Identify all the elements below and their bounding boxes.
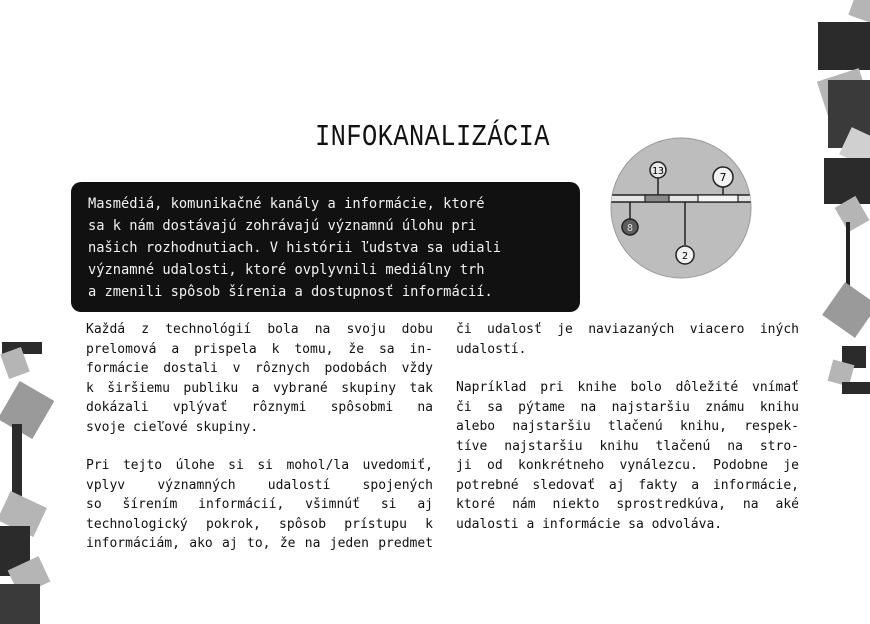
timeline-illustration <box>610 137 752 279</box>
text-line: Napríklad pri knihe bolo dôležité vnímať <box>456 380 799 395</box>
text-line: vplyv významných udalostí spojených <box>86 477 433 493</box>
text-line: k širšiemu publiku a vybrané skupiny tak <box>86 380 433 396</box>
intro-line: Masmédiá, komunikačné kanály a informácie, ktoré <box>88 196 485 212</box>
text-line: technologický pokrok, spôsob prístupu k <box>86 516 433 532</box>
text-line: ktoré nám niekto sprostredkúva, na aké <box>456 497 799 512</box>
deco-square <box>848 0 870 24</box>
intro-line: významné udalosti, ktoré ovplyvnili mediálny trh <box>88 262 485 278</box>
text-line: tíve najstaršiu knihu tlačenú na stro- <box>456 438 799 454</box>
text-line: alebo najstaršiu tlačenú knihu, respek- <box>456 419 799 434</box>
text-line: Pri tejto úlohe si si mohol/la uvedomiť, <box>86 458 433 473</box>
right-decoration <box>812 0 870 400</box>
deco-square <box>822 282 870 338</box>
text-line: ji od konkrétneho vynálezcu. Podobne je <box>456 458 799 473</box>
deco-bar <box>12 424 22 504</box>
intro-line: a zmenili spôsob šírenia a dostupnosť informácií. <box>88 284 493 300</box>
text-line: prelomová a prispela k tomu, že sa in- <box>86 341 433 357</box>
tag-label: 7 <box>719 171 727 184</box>
deco-square <box>818 22 870 70</box>
text-line: so šírením informácií, všimnúť si aj <box>86 497 433 512</box>
deco-square <box>0 381 54 439</box>
intro-line: sa k nám dostávajú zohrávajú významnú úlohu pri <box>88 218 477 234</box>
text-line: či udalosť je naviazaných viacero iných <box>456 322 799 337</box>
intro-line: našich rozhodnutiach. V histórii ľudstva sa udiali <box>88 240 502 256</box>
text-line: informáciám, ako aj to, že na jeden predmet <box>86 536 433 551</box>
text-line: potrebné sledovať aj fakty a informácie, <box>456 477 799 493</box>
text-line: udalostí. <box>456 341 527 357</box>
deco-square <box>824 158 870 204</box>
tag-label: 8 <box>626 223 634 234</box>
text-line: formácie dostali v rôznych podobách vždy <box>86 361 433 376</box>
left-decoration <box>0 338 60 624</box>
deco-square <box>842 382 870 394</box>
intro-box <box>71 182 580 312</box>
deco-square <box>0 584 40 624</box>
text-line: Každá z technológií bola na svoju dobu <box>86 322 433 337</box>
text-line: svoje cieľové skupiny. <box>86 419 259 435</box>
text-line: či sa pýtame na najstaršiu známu knihu <box>456 399 799 415</box>
tag-label: 13 <box>651 166 665 177</box>
text-line: udalosti a informácie sa odvoláva. <box>456 516 723 532</box>
tag-label: 2 <box>681 251 689 262</box>
page-title: INFOKANALIZÁCIA <box>315 120 550 155</box>
text-line: dokázali vplývať rôznymi spôsobmi na <box>86 400 433 415</box>
